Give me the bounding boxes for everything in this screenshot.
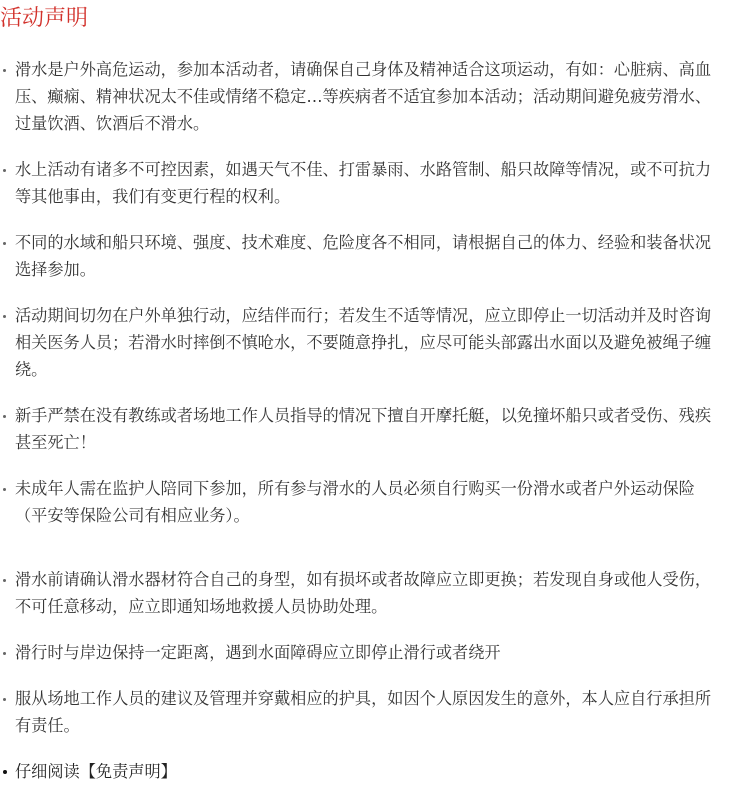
list-item-text: 不同的水域和船只环境、强度、技术难度、危险度各不相同，请根据自己的体力、经验和装备状况选择参加。 bbox=[15, 233, 712, 279]
list-item-text: 活动期间切勿在户外单独行动，应结伴而行；若发生不适等情况，应立即停止一切活动并及时咨询相关医务人员；若滑水时摔倒不慎呛水，不要随意挣扎，应尽可能头部露出水面以及避免被绳子缠绕。 bbox=[15, 306, 712, 379]
list-item-text: 滑水前请确认滑水器材符合自己的身型，如有损坏或者故障应立即更换；若发现自身或他人受伤，不可任意移动，应立即通知场地救援人员协助处理。 bbox=[15, 570, 712, 616]
list-item bbox=[0, 156, 723, 210]
bullet-dot-icon bbox=[3, 770, 7, 774]
page-title: 活动声明 bbox=[0, 6, 89, 31]
bullet-dot-icon bbox=[3, 579, 6, 582]
list-item-text: 水上活动有诸多不可控因素，如遇天气不佳、打雷暴雨、水路管制、船只故障等情况，或不可抗力等其他事由，我们有变更行程的权利。 bbox=[15, 160, 712, 206]
statement-list bbox=[0, 56, 730, 785]
bullet-dot-icon bbox=[3, 169, 6, 172]
list-item-text: 滑水是户外高危运动，参加本活动者，请确保自己身体及精神适合这项运动，有如：心脏病、高血压、癫痫、精神状况太不佳或情绪不稳定…等疾病者不适宜参加本活动；活动期间避免疲劳滑水、过量饮酒、饮酒后不滑水。 bbox=[15, 60, 712, 133]
bullet-dot-icon bbox=[3, 415, 6, 418]
list-item bbox=[0, 475, 723, 529]
list-item bbox=[0, 229, 723, 283]
bullet-dot-icon bbox=[3, 242, 6, 245]
bullet-dot-icon bbox=[3, 69, 6, 72]
list-item-text: 新手严禁在没有教练或者场地工作人员指导的情况下擅自开摩托艇，以免撞坏船只或者受伤、残疾甚至死亡！ bbox=[15, 406, 712, 452]
list-item bbox=[0, 402, 723, 456]
disclaimer-link-text[interactable]: 仔细阅读【免责声明】 bbox=[15, 762, 177, 781]
bullet-dot-icon bbox=[3, 652, 6, 655]
bullet-dot-icon bbox=[3, 315, 6, 318]
list-item-text: 服从场地工作人员的建议及管理并穿戴相应的护具，如因个人原因发生的意外，本人应自行承担所有责任。 bbox=[15, 689, 712, 735]
list-item-text: 未成年人需在监护人陪同下参加，所有参与滑水的人员必须自行购买一份滑水或者户外运动保险（平安等保险公司有相应业务）。 bbox=[15, 479, 695, 525]
list-item bbox=[0, 639, 723, 666]
disclaimer-link-item[interactable] bbox=[0, 758, 723, 785]
list-item bbox=[0, 56, 723, 137]
list-item bbox=[0, 566, 723, 620]
list-item-text: 滑行时与岸边保持一定距离，遇到水面障碍应立即停止滑行或者绕开 bbox=[15, 643, 501, 662]
list-item bbox=[0, 685, 723, 739]
list-item bbox=[0, 302, 723, 383]
bullet-dot-icon bbox=[3, 488, 6, 491]
bullet-dot-icon bbox=[3, 698, 6, 701]
